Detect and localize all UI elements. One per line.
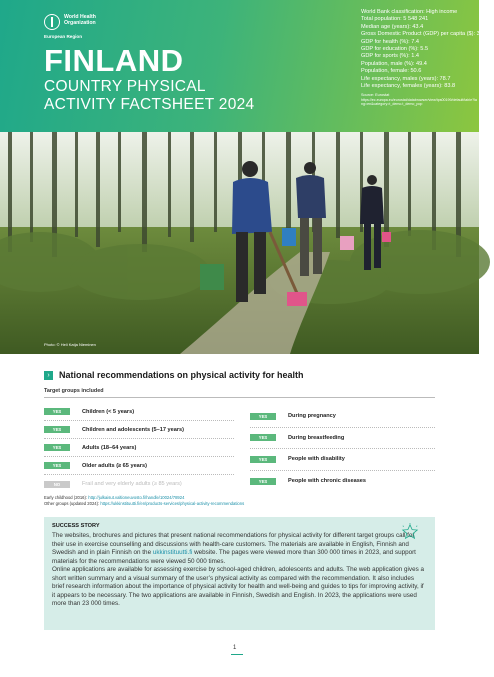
target-group-row — [44, 439, 234, 457]
target-group-row — [44, 475, 234, 493]
stat-line: GDP for sports (%): 1.4 — [361, 53, 420, 60]
no-badge: NO — [44, 481, 70, 488]
ukkinstituutti-link[interactable]: ukkinstituutti.fi — [152, 549, 193, 556]
other-groups-link[interactable]: https://ukkinstituutti.fi/en/products-services/physical-activity-recommendations — [100, 501, 245, 506]
country-title: FINLAND — [44, 43, 184, 78]
yes-badge: YES — [44, 444, 70, 451]
yes-badge: YES — [44, 408, 70, 415]
stats-source-url: https://ec.europa.eu/eurostat/databrowser/view/tps00199/default/table?lang=en&category=t_demo.t_demo_pop — [361, 98, 477, 107]
divider — [44, 397, 435, 398]
factsheet-header — [0, 0, 494, 132]
target-group-row — [44, 403, 234, 421]
target-group-label: Children and adolescents (5–17 years) — [82, 426, 184, 433]
who-logo — [44, 14, 96, 30]
yes-badge: YES — [250, 434, 276, 441]
target-group-row — [250, 449, 435, 471]
target-group-row — [250, 428, 435, 450]
target-group-label: During pregnancy — [288, 413, 336, 420]
yes-badge: YES — [44, 462, 70, 469]
who-region: European Region — [44, 34, 83, 39]
stat-line: World Bank classification: High income — [361, 9, 458, 15]
forest-illustration — [0, 132, 479, 354]
stat-line: GDP for health (%): 7.4 — [361, 38, 420, 45]
stat-line: Median age (years): 43.4 — [361, 23, 424, 30]
target-group-row — [44, 421, 234, 439]
chevron-right-icon: › — [44, 371, 53, 380]
target-group-row — [250, 406, 435, 428]
yes-badge: YES — [44, 426, 70, 433]
stat-line: Life expectancy, females (years): 83.8 — [361, 83, 456, 90]
target-groups-left — [44, 403, 234, 493]
recommendations-section-title: › National recommendations on physical activity for health — [44, 370, 304, 380]
star-icon — [401, 523, 419, 541]
country-stats — [361, 9, 494, 107]
stat-line: Population, male (%): 49.4 — [361, 60, 427, 67]
target-group-label: Children (< 5 years) — [82, 408, 135, 415]
yes-badge: YES — [250, 413, 276, 420]
who-name: World Health Organization — [64, 14, 96, 26]
target-group-label: Adults (18–64 years) — [82, 444, 137, 451]
page-number: 1 — [233, 645, 237, 651]
target-groups-right — [250, 406, 435, 492]
stat-line: GDP for education (%): 5.5 — [361, 46, 429, 53]
target-groups-label: Target groups included — [44, 388, 104, 394]
yes-badge: YES — [250, 478, 276, 485]
who-emblem-icon — [44, 14, 60, 30]
success-story-paragraph: The websites, brochures and pictures that present national recommendations for physical activity for different target groups call for their use in exercise counselling and discussions with health-care customers. The materials are available in English, Finnish and Swedish and in plain Finnish on the ukkinstituutti.fi website. The pages were viewed more than 300 000 times in 2023, and support materials for the recommendations were viewed 50 000 times. — [52, 532, 416, 565]
target-group-label: People with disability — [288, 456, 345, 463]
target-group-row — [44, 457, 234, 475]
stat-line: Population, female: 50.6 — [361, 68, 422, 75]
success-story-title: SUCCESS STORY — [52, 523, 100, 529]
stat-line: Gross Domestic Product (GDP) per capita ($): 37 569 — [361, 31, 494, 38]
early-childhood-link[interactable]: http://julkaisut.valtioneuvosto.fi/handle/10024/78924 — [88, 495, 185, 500]
target-group-label: Frail and very elderly adults (≥ 85 years) — [82, 481, 182, 487]
page-number-rule — [231, 654, 243, 655]
hero-photo — [0, 132, 479, 354]
recommendation-references: Early childhood (2016): http://julkaisut.valtioneuvosto.fi/handle/10024/78924 Other groups (updated 2024): https://ukkinstituutti.fi/en/products-services/physical-activity-recommendations — [44, 495, 245, 506]
factsheet-subtitle: COUNTRY PHYSICAL ACTIVITY FACTSHEET 2024 — [44, 78, 255, 113]
stat-line: Life expectancy, males (years): 78.7 — [361, 75, 451, 82]
success-story-paragraph: Online applications are available for assessing exercise by school-aged children, adolescents and adults. The web application gives a short written summary and a visual summary of the user’s physical activity as compared with the recommendation. It also includes brief research information about the importance of physical activity for health and well-being and guides to tips for improving activity, if it appears to be necessary. The two applications are available in Finnish, Swedish and English. In 2023, the applications were used more than 23 000 times. — [52, 566, 424, 607]
yes-badge: YES — [250, 456, 276, 463]
target-group-row — [250, 471, 435, 493]
target-group-label: During breastfeeding — [288, 434, 345, 441]
target-group-label: Older adults (≥ 65 years) — [82, 462, 147, 469]
success-story-box — [44, 517, 435, 630]
stat-line: Total population: 5 548 241 — [361, 16, 429, 23]
stats-source-label: Source: Eurostat — [361, 93, 390, 98]
photo-credit: Photo: © Heli Katja Nieminen — [44, 342, 96, 347]
target-group-label: People with chronic diseases — [288, 478, 367, 485]
